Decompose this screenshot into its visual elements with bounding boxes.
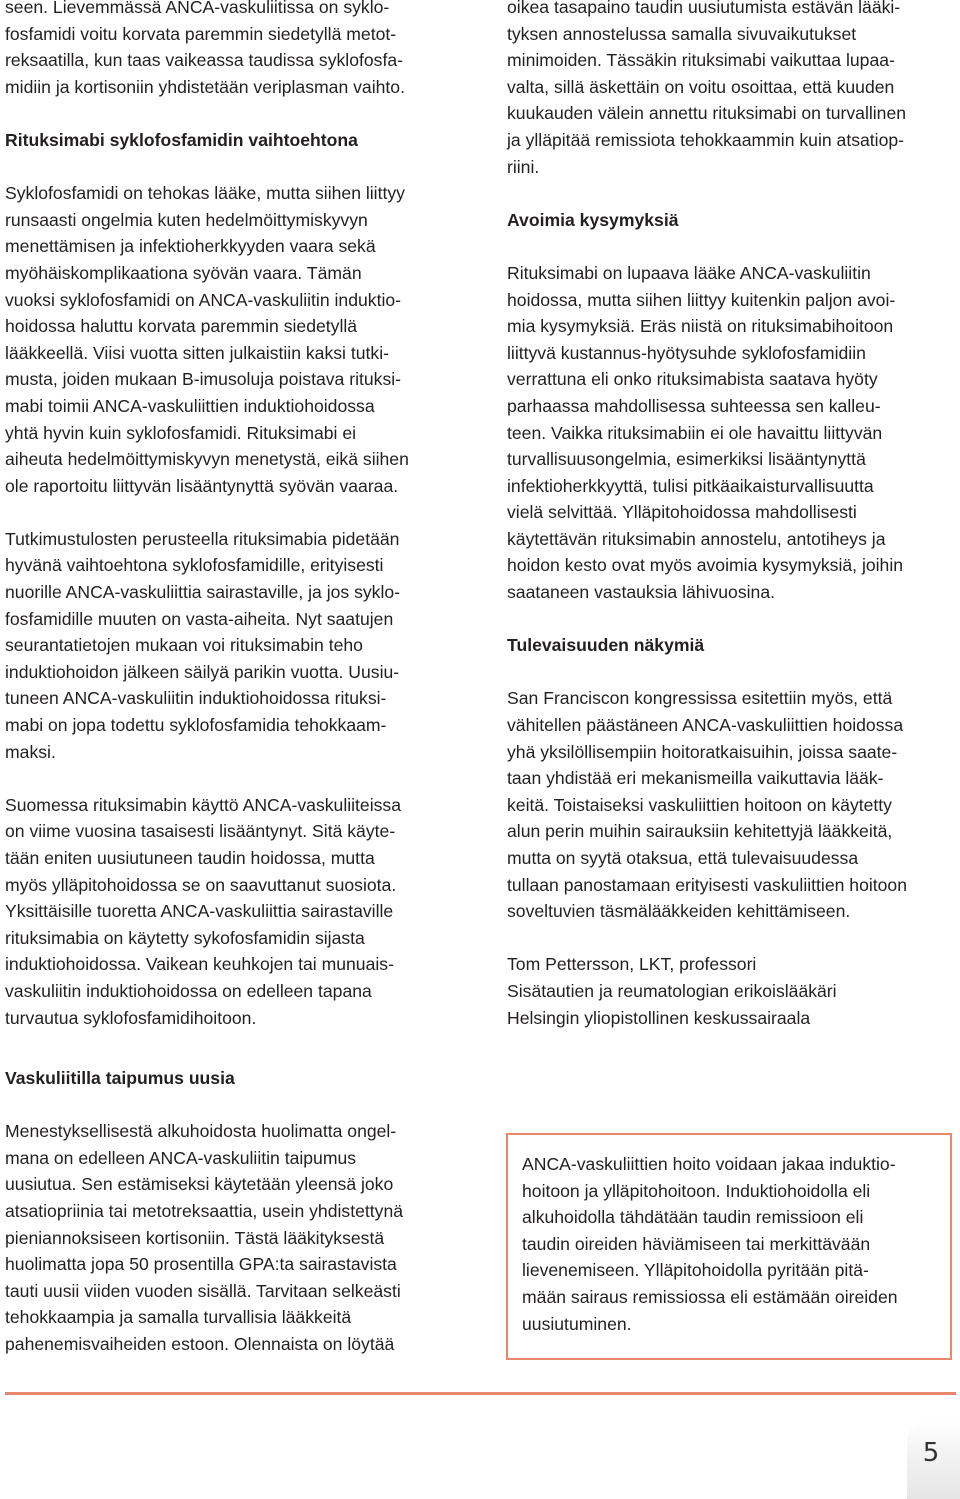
text-line: tään eniten uusiutuneen taudin hoidossa, mutta [5,848,375,868]
spacer [5,100,475,127]
text-line: menettämisen ja infektioherkkyyden vaara sekä [5,236,376,257]
text-line: mia kysymyksiä. Eräs niistä on rituksimabihoitoon [507,316,894,337]
author-signature [507,951,957,1031]
text-line: teen. Vaikka rituksimabiin ei ole havaittu liittyvän [507,422,883,443]
spacer [507,606,957,633]
text-line: Yksittäisille tuoretta ANCA-vaskuliittia sairastaville [5,901,394,922]
right-column [507,0,957,1031]
text-line: alun perin muihin sairauksiin kehitettyjä lääkkeitä, [507,821,893,842]
spacer [5,499,475,526]
text-line: verrattuna eli onko rituksimabista saatava hyöty [507,369,878,390]
spacer [507,233,957,260]
text-line: Rituksimabi on lupaava lääke ANCA-vaskuliitin [507,262,871,283]
text-line: hoidossa, mutta siihen liittyy kuitenkin paljon avoi- [507,289,896,310]
spacer [5,765,475,792]
paragraph-suomessa [5,792,475,1031]
text-line: mabi on jopa todettu syklofosfamidia tehokkaam- [5,715,387,736]
text-line: Syklofosfamidi on tehokas lääke, mutta siihen liittyy [5,183,405,204]
text-line: fosfamidi voitu korvata paremmin siedetyllä metot- [5,23,397,44]
spacer [507,180,957,207]
spacer [507,659,957,686]
paragraph-avoimia [507,260,957,606]
text-line: Tutkimustulosten perusteella rituksimabia pidetään [5,528,400,549]
text-line: vähitellen päästäneen ANCA-vaskuliittien hoidossa [507,715,904,736]
text-line: kuukauden välein annettu rituksimabi on turvallinen [507,103,907,124]
author-affiliation: Helsingin yliopistollinen keskussairaala [507,1007,811,1028]
paragraph-syklofosfamidi [5,180,475,499]
text-line: vuoksi syklofosfamidi on ANCA-vaskuliitin induktio- [5,289,402,310]
text-line: musta, joiden mukaan B-imusoluja poistava rituksi- [5,369,402,390]
text-line: huolimatta jopa 50 prosentilla GPA:ta sairastavista [5,1254,397,1275]
text-line: reksaatilla, kun taas vaikeassa taudissa syklofosfa- [5,50,404,71]
paragraph-tasapaino [507,0,957,180]
text-line: hyvänä vaihtoehtona syklofosfamidille, erityisesti [5,555,384,576]
text-line: ole raportoitu liittyvän lisääntynyttä syövän vaaraa. [5,475,399,496]
text-line: tauti uusii viiden vuoden sisällä. Tarvitaan selkeästi [5,1280,401,1301]
spacer [5,1092,475,1119]
paragraph-tulevaisuus [507,685,957,924]
text-line: nuorille ANCA-vaskuliittia sairastaville, ja jos syklo- [5,582,401,603]
text-line: tuneen ANCA-vaskuliitin induktiohoidossa rituksi- [5,688,387,709]
text-line: seen. Lievemmässä ANCA-vaskuliitissa on syklo- [5,0,390,17]
text-line: hoitoon ja ylläpitohoitoon. Induktiohoidolla eli [522,1180,871,1201]
text-line: hoidossa haluttu korvata paremmin siedetyllä [5,316,358,337]
text-line: saataneen vastauksia lähivuosina. [507,582,775,603]
text-line: tehokkaampia ja samalla turvallisia lääkkeitä [5,1307,352,1328]
text-line: turvallisuusongelmia, esimerkiksi lisääntynyttä [507,449,866,470]
text-line: midiin ja kortisoniin yhdistetään veriplasman vaihto. [5,76,405,97]
text-line: tullaan panostamaan erityisesti vaskuliittien hoitoon [507,874,908,895]
text-line: atsatiopriinia tai metotreksaattia, usein yhdistettynä [5,1200,404,1221]
text-line: hoidon kesto ovat myös avoimia kysymyksiä, joihin [507,555,904,576]
text-line: runsaasti ongelmia kuten hedelmöittymiskyvyn [5,209,368,230]
text-line: San Franciscon kongressissa esitettiin myös, että [507,688,893,709]
text-line: induktiohoidon jälkeen säilyä parikin vuotta. Uusiu- [5,661,400,682]
text-line: tyksen annostelussa samalla sivuvaikutukset [507,23,857,44]
paragraph-tutkimustulokset [5,526,475,765]
text-line: ANCA-vaskuliittien hoito voidaan jakaa induktio- [522,1154,896,1174]
section-heading-tulevaisuus: Tulevaisuuden näkymiä [507,635,705,656]
text-line: oikea tasapaino taudin uusiutumista estävän lääki- [507,0,901,17]
page-number-tab [907,1420,960,1499]
text-line: on viime vuosina tasaisesti lisääntynyt. Sitä käyte- [5,821,396,842]
text-line: aiheuta hedelmöittymiskyvyn menetystä, eikä siihen [5,449,409,470]
text-line: parhaassa mahdollisessa suhteessa sen kalleu- [507,395,881,416]
text-line: taudin oireiden häviämiseen tai merkittävään [522,1233,871,1254]
text-line: myös ylläpitohoidossa se on saavuttanut suosiota. [5,874,397,895]
text-line: Menestyksellisestä alkuhoidosta huolimatta ongel- [5,1121,397,1142]
spacer [507,925,957,952]
intro-paragraph [5,0,475,100]
text-line: käytettävän rituksimabin annostelu, antotiheys ja [507,528,886,549]
text-line: induktiohoidossa. Vaikean keuhkojen tai munuais- [5,954,394,975]
text-line: lääkkeellä. Viisi vuotta sitten julkaistiin kaksi tutki- [5,342,389,363]
text-line: pahenemisvaiheiden estoon. Olennaista on löytää [5,1333,395,1354]
bottom-left-section [5,1065,475,1358]
text-line: rituksimabia on käytetty sykofosfamidin sijasta [5,927,365,948]
text-line: mabi toimii ANCA-vaskuliittien induktiohoidossa [5,395,375,416]
footer-divider [5,1392,956,1395]
text-line: keitä. Toistaiseksi vaskuliittien hoitoon on käytetty [507,794,892,815]
author-title: Sisätautien ja reumatologian erikoislääkäri [507,980,837,1001]
text-line: uusiutuminen. [522,1313,632,1334]
author-name: Tom Pettersson, LKT, professori [507,954,757,975]
text-line: alkuhoidolla tähdätään taudin remissioon eli [522,1207,864,1228]
text-line: ja ylläpitää remissiota tehokkaammin kuin atsatiop- [507,129,905,150]
section-heading-avoimia-kysymyksia: Avoimia kysymyksiä [507,209,679,230]
text-line: fosfamidille muuten on vasta-aiheita. Nyt saatujen [5,608,394,629]
text-line: taan yhdistää eri mekanismeilla vaikuttavia lääk- [507,768,884,789]
text-line: minimoiden. Tässäkin rituksimabi vaikuttaa lupaa- [507,50,895,71]
text-line: riini. [507,156,540,177]
text-line: yhtä hyvin kuin syklofosfamidi. Rituksimabi ei [5,422,357,443]
text-line: soveltuvien täsmälääkkeiden kehittämiseen. [507,901,851,922]
paragraph-menestyksellisesta [5,1118,475,1357]
text-line: turvautua syklofosfamidihoitoon. [5,1007,257,1028]
text-line: mana on edelleen ANCA-vaskuliitin taipumus [5,1147,357,1168]
text-line: liittyvä kustannus-hyötysuhde syklofosfamidiin [507,342,866,363]
text-line: myöhäiskomplikaationa syövän vaara. Tämän [5,262,362,283]
text-line: mutta on syytä otaksua, että tulevaisuudessa [507,848,859,868]
spacer [5,154,475,181]
left-column [5,0,475,1031]
text-line: lievenemiseen. Ylläpitohoidolla pyritään pitä- [522,1260,869,1281]
text-line: mään sairaus remissiossa eli estämään oireiden [522,1286,898,1307]
text-line: maksi. [5,741,56,762]
text-line: Suomessa rituksimabin käyttö ANCA-vaskuliiteissa [5,794,402,815]
text-line: seurantatietojen mukaan voi rituksimabin teho [5,635,363,656]
section-heading-rituksimabi: Rituksimabi syklofosfamidin vaihtoehtona [5,129,358,150]
text-line: pieniannoksiseen kortisoniin. Tästä lääkityksestä [5,1227,385,1248]
text-line: yhä yksilöllisempiin hoitoratkaisuihin, joissa saate- [507,741,898,762]
info-callout-box [506,1133,952,1360]
text-line: uusiutua. Sen estämiseksi käytetään yleensä joko [5,1174,394,1195]
text-line: infektioherkkyyttä, tulisi pitkäaikaisturvallisuutta [507,475,874,496]
text-line: vielä selvittää. Ylläpitohoidossa mahdollisesti [507,502,857,523]
text-line: valta, sillä äskettäin on voitu osoittaa, että kuuden [507,76,895,97]
text-line: vaskuliitin induktiohoidossa on edelleen tapana [5,980,372,1001]
section-heading-vaskuliitilla: Vaskuliitilla taipumus uusia [5,1068,235,1088]
page-number: 5 [922,1438,940,1468]
